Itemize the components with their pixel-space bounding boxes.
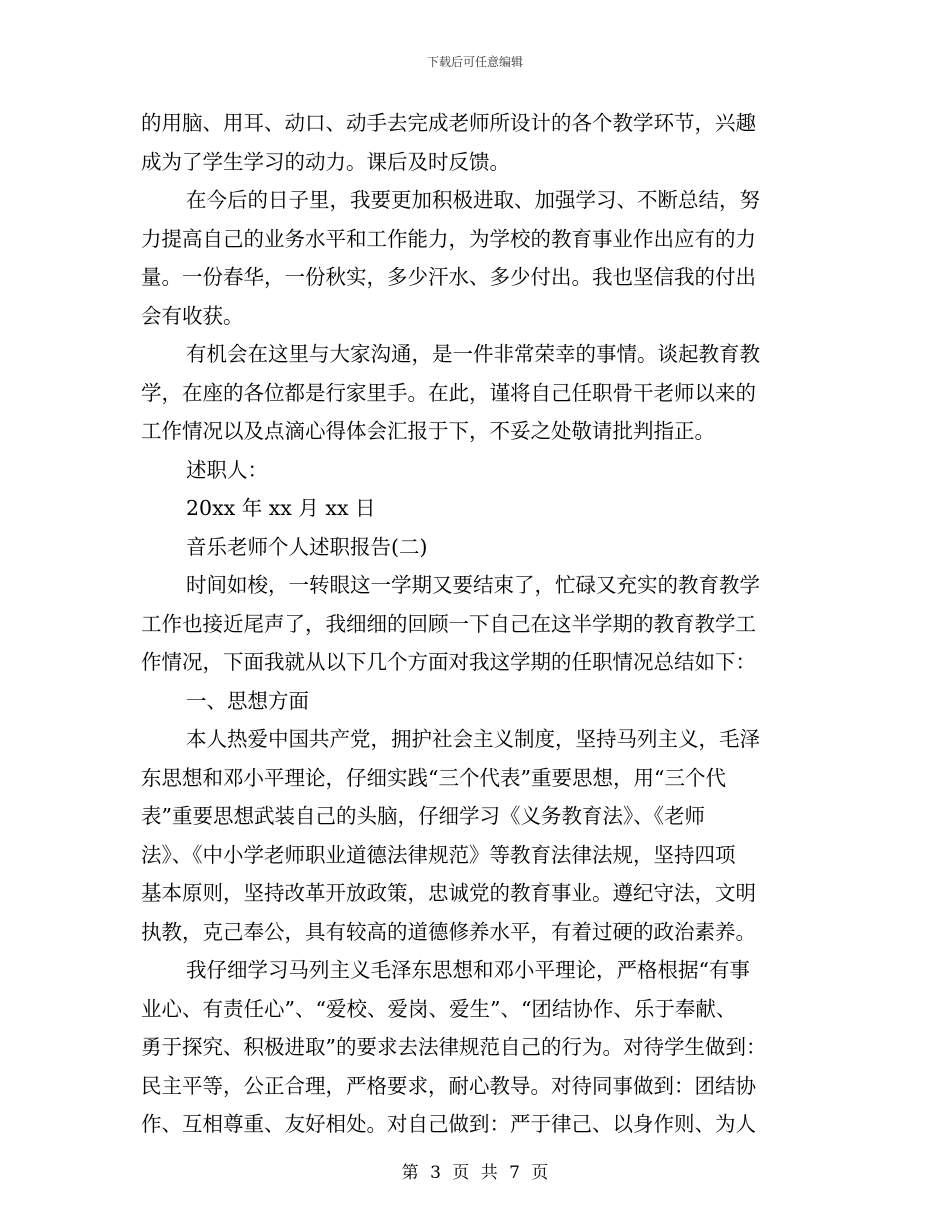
text-line: 东思想和邓小平理论，仔细实践“三个代表”重要思想，用“三个代 bbox=[141, 765, 726, 790]
page-footer: 第 3 页 共 7 页 bbox=[401, 1163, 549, 1183]
text-line: 基本原则，坚持改革开放政策，忠诚党的教育事业。遵纪守法，文明 bbox=[141, 881, 756, 905]
text-line: 作情况，下面我就从以下几个方面对我这学期的任职情况总结如下： bbox=[141, 650, 756, 674]
text-line: 民主平等，公正合理，严格要求，耐心教导。对待同事做到：团结协 bbox=[141, 1073, 756, 1098]
text-line: 量。一份春华，一份秋实，多少汗水、多少付出。我也坚信我的付出 bbox=[141, 265, 756, 289]
text-line: 成为了学生学习的动力。课后及时反馈。 bbox=[141, 149, 510, 174]
text-line: 表”重要思想武装自己的头脑，仔细学习《义务教育法》、《老师 bbox=[141, 804, 705, 828]
text-line: 有机会在这里与大家沟通，是一件非常荣幸的事情。谈起教育教 bbox=[186, 342, 760, 366]
text-line: 工作情况以及点滴心得体会汇报于下，不妥之处敬请批判指正。 bbox=[141, 419, 715, 443]
text-line: 述职人： bbox=[186, 457, 268, 482]
text-line: 本人热爱中国共产党，拥护社会主义制度，坚持马列主义，毛泽 bbox=[186, 727, 760, 751]
text-line: 执教，克己奉公，具有较高的道德修养水平，有着过硬的政治素养。 bbox=[141, 919, 756, 944]
text-line: 在今后的日子里，我要更加积极进取、加强学习、不断总结，努 bbox=[186, 188, 760, 212]
text-line: 20xx 年 xx 月 xx 日 bbox=[186, 496, 376, 520]
text-line: 一、思想方面 bbox=[186, 688, 309, 713]
text-line: 工作也接近尾声了，我细细的回顾一下自己在这半学期的教育教学工 bbox=[141, 611, 756, 636]
text-line: 时间如梭，一转眼这一学期又要结束了，忙碌又充实的教育教学 bbox=[186, 573, 760, 597]
page-header: 下载后可任意编辑 bbox=[426, 55, 523, 69]
text-line: 会有收获。 bbox=[141, 303, 244, 328]
text-line: 学，在座的各位都是行家里手。在此，谨将自己任职骨干老师以来的 bbox=[141, 380, 756, 405]
text-line: 作、互相尊重、友好相处。对自己做到：严于律己、以身作则、为人 bbox=[141, 1112, 756, 1136]
text-line: 我仔细学习马列主义毛泽东思想和邓小平理论，严格根据“有事 bbox=[186, 958, 750, 982]
text-line: 力提高自己的业务水平和工作能力，为学校的教育事业作出应有的力 bbox=[141, 226, 756, 251]
text-line: 法》、《中小学老师职业道德法律规范》等教育法律法规，坚持四项 bbox=[141, 842, 736, 867]
text-line: 的用脑、用耳、动口、动手去完成老师所设计的各个教学环节，兴趣 bbox=[141, 111, 756, 135]
text-line: 音乐老师个人述职报告(二) bbox=[186, 534, 428, 559]
text-line: 业心、有责任心”、“爱校、爱岗、爱生”、“团结协作、乐于奉献、 bbox=[141, 996, 737, 1021]
text-line: 勇于探究、积极进取”的要求去法律规范自己的行为。对待学生做到： bbox=[141, 1035, 767, 1059]
